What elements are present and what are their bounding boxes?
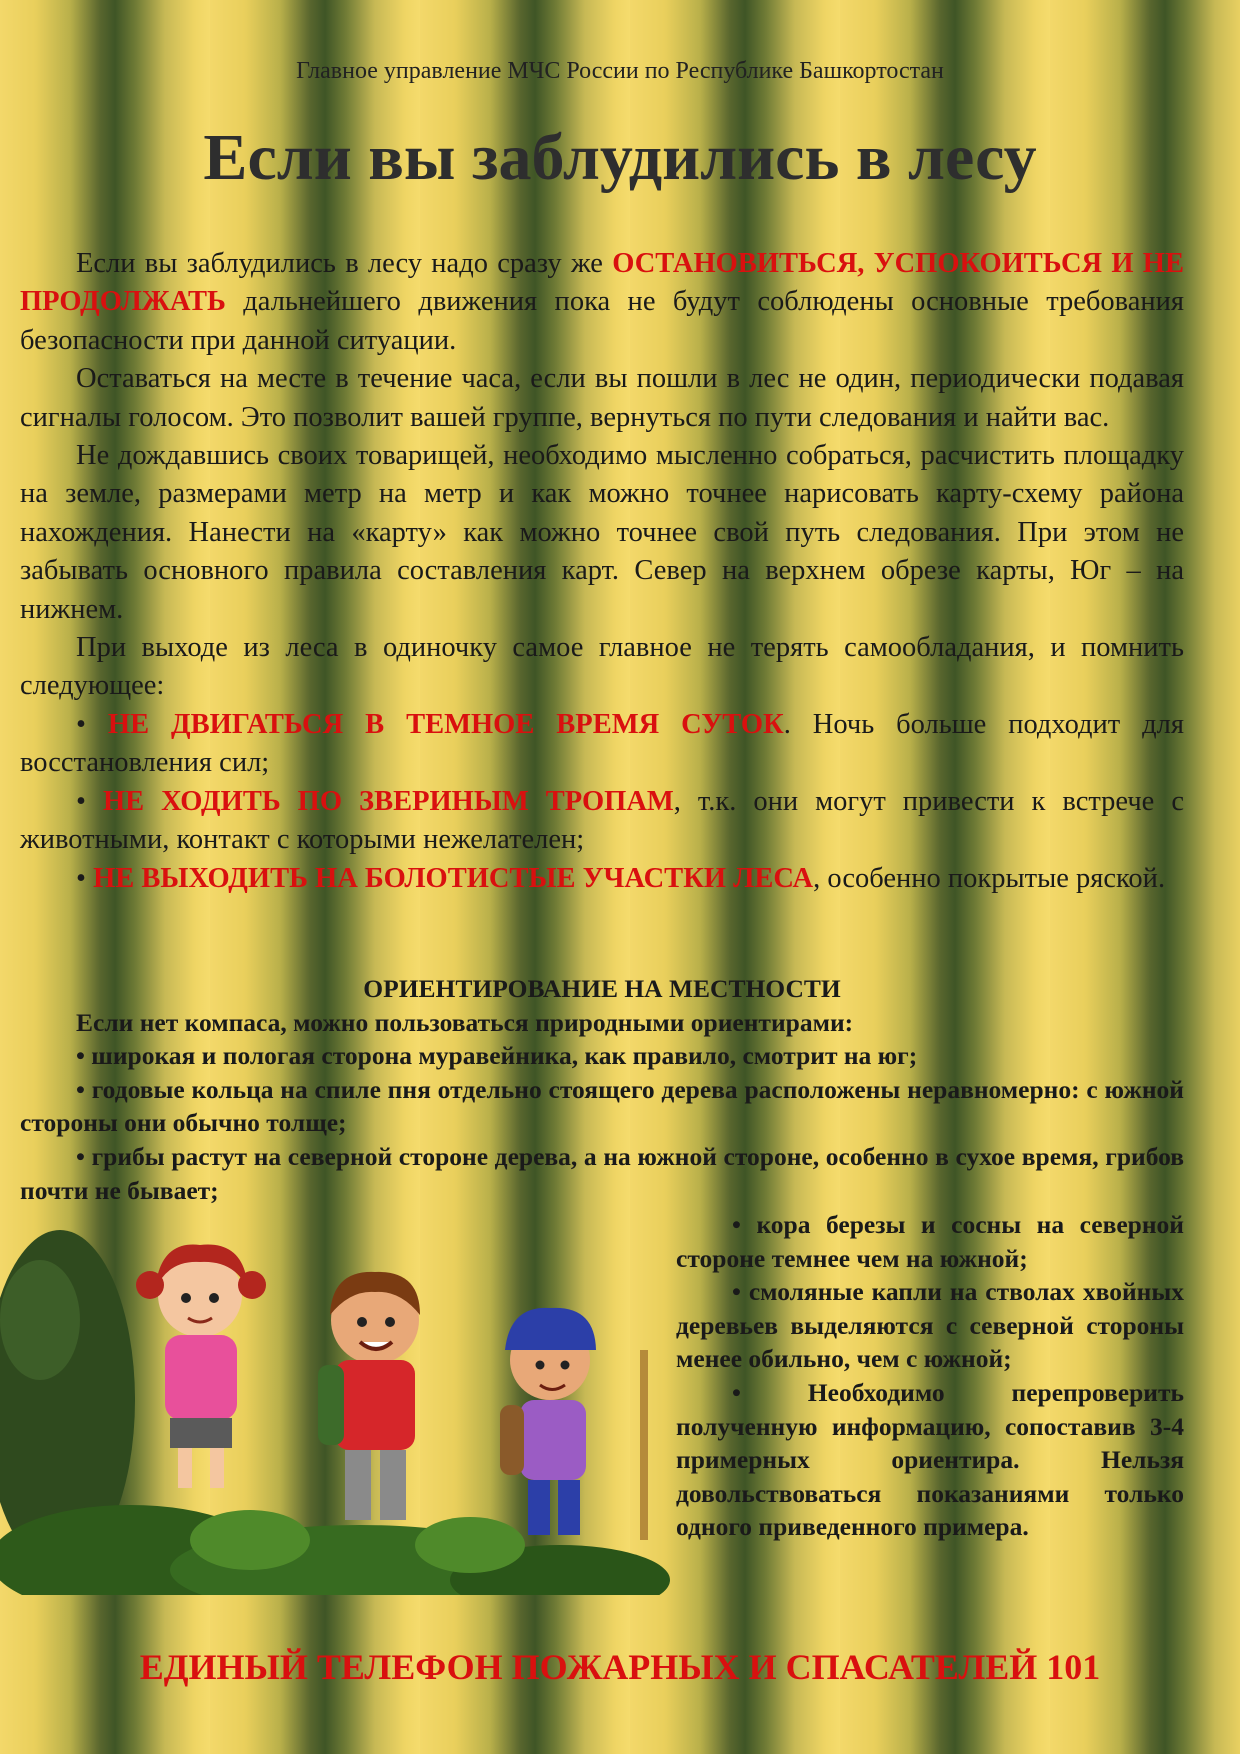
rule-text: , особенно покрытые ряской. [813,862,1166,894]
orientation-item: • Необходимо перепроверить полученную информацию, сопоставив 3-4 примерных ориентира. Нельзя довольствоваться показаниями только одного приведенного примера. [676,1377,1184,1542]
orientation-item: • грибы растут на северной стороне дерева, а на южной стороне, особенно в сухое время, грибов почти не бывает; [20,1141,1184,1205]
tree-shape [0,1260,80,1380]
rule-text: . Ночь больше подходит для восстановления сил; [20,708,1184,779]
orientation-section [20,972,1184,1207]
orientation-lead: Если нет компаса, можно пользоваться природными ориентирами: [76,1007,854,1037]
boy-figure [318,1272,420,1520]
orientation-right-column [676,1208,1184,1544]
bullet: • [76,785,103,817]
bullet: • [76,862,94,894]
rule-item [20,706,1184,783]
rule-warning: НЕ ВЫХОДИТЬ НА БОЛОТИСТЫЕ УЧАСТКИ ЛЕСА [93,862,814,894]
children-hiking-illustration [0,1200,690,1595]
intro-paragraph-3: Не дождавшись своих товарищей, необходимо мысленно собраться, расчистить площадку на земле, размерами метр на метр и как можно точнее нарисовать карту-схему района нахождения. Нанести на «карту» как можно точнее свой путь следования. При этом не забывать основного правила составления карт. Север на верхнем обрезе карты, Юг – на нижнем. [20,440,1184,625]
rule-warning: НЕ ДВИГАТЬСЯ В ТЕМНОЕ ВРЕМЯ СУТОК [107,708,784,740]
rule-item [20,783,1184,860]
bush-shape [190,1510,310,1570]
intro-paragraph-4: При выходе из леса в одиночку самое главное не терять самообладания, и помнить следующее: [20,632,1184,702]
orientation-item: • кора березы и сосны на северной стороне темнее чем на южной; [676,1210,1184,1273]
rule-item [20,860,1184,898]
main-text [20,245,1184,898]
girl-figure [136,1245,266,1488]
rule-warning: НЕ ХОДИТЬ ПО ЗВЕРИНЫМ ТРОПАМ [102,785,674,817]
boy-with-cap-figure [500,1308,648,1540]
page-title: Если вы заблудились в лесу [203,121,1037,194]
bush-shape [415,1517,525,1573]
orientation-item: • годовые кольца на спиле пня отдельно стоящего дерева расположены неравномерно: с южной стороны они обычно толще; [20,1074,1184,1138]
intro-paragraph-2: Оставаться на месте в течение часа, если вы пошли в лес не один, периодически подавая сигналы голосом. Это позволит вашей группе, вернуться по пути следования и найти вас. [20,363,1184,433]
orientation-item: • широкая и пологая сторона муравейника, как правило, смотрит на юг; [76,1041,918,1071]
intro-warning: ОСТАНОВИТЬСЯ, УСПОКОИТЬСЯ И НЕ ПРОДОЛЖАТЬ [20,248,1184,318]
intro-paragraph-1 [20,245,1184,360]
section-heading: ОРИЕНТИРОВАНИЕ НА МЕСТНОСТИ [363,974,841,1003]
organization-name: Главное управление МЧС России по Республике Башкортостан [296,58,944,84]
intro-text-start: Если вы заблудились в лесу надо сразу же [76,248,613,279]
intro-text-end: дальнейшего движения пока не будут соблюдены основные требования безопасности при данной ситуации. [20,286,1184,356]
emergency-phone: ЕДИНЫЙ ТЕЛЕФОН ПОЖАРНЫХ И СПАСАТЕЛЕЙ 101 [139,1647,1101,1687]
bullet: • [76,708,108,740]
rule-text: , т.к. они могут привести к встрече с животными, контакт с которыми нежелателен; [20,785,1184,856]
orientation-item: • смоляные капли на стволах хвойных деревьев выделяются с северной стороны менее обильно, чем с южной; [676,1277,1184,1374]
